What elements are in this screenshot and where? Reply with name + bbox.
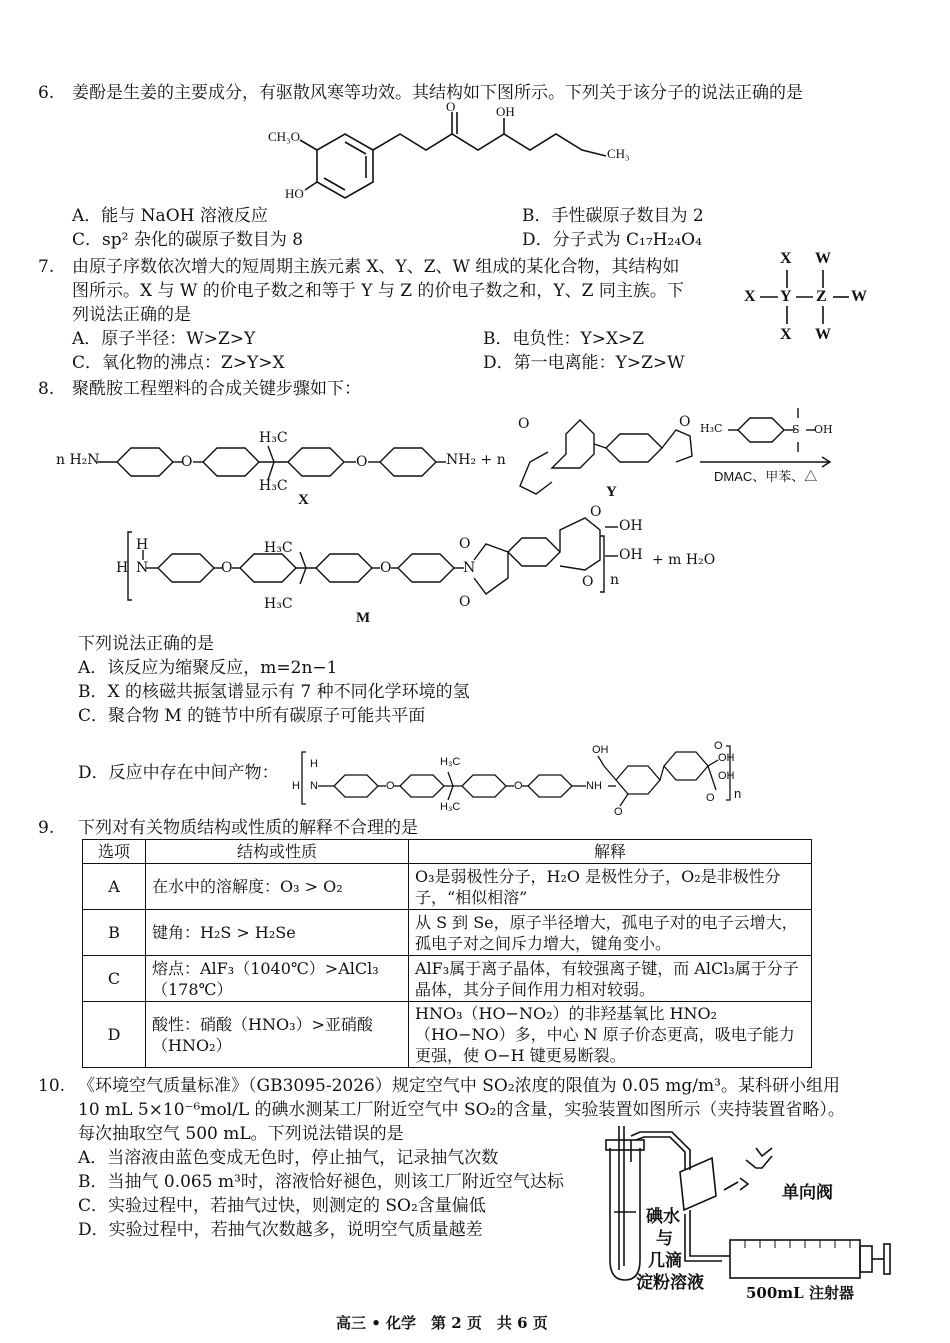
q8-y-o1: O bbox=[518, 416, 530, 432]
q8-d-o-lower: O bbox=[706, 792, 715, 804]
q8-m-ether-o2: O bbox=[380, 560, 392, 576]
q7-option-d: D．第一电离能：Y>Z>W bbox=[483, 353, 685, 373]
q10-iodine-label-1: 碘水 bbox=[646, 1207, 680, 1227]
q8-option-a: A．该反应为缩聚反应，m=2n−1 bbox=[78, 658, 338, 678]
q8-x-left-amine: n H₂N bbox=[56, 452, 100, 468]
q8-m-n-amine: N bbox=[136, 560, 149, 576]
q8-x-right-amine: NH₂ + n bbox=[446, 452, 506, 468]
q8-d-n-amine: N bbox=[310, 780, 318, 792]
q9-row-b-explanation: 从 S 到 Se，原子半径增大，孤电子对的电子云增大，孤电子对之间斥力增大，键角变小。 bbox=[409, 910, 812, 956]
q8-m-h-left: H bbox=[116, 560, 129, 576]
q10-iodine-label-3: 几滴 bbox=[648, 1251, 682, 1271]
q7-number: 7. bbox=[38, 257, 55, 277]
q7-atom-z: Z bbox=[816, 288, 827, 305]
q8-x-h3c-bottom: H₃C bbox=[259, 478, 288, 494]
q8-option-d: D．反应中存在中间产物： bbox=[78, 763, 279, 783]
q10-option-d: D．实验过程中，若抽气次数越多，说明空气质量越差 bbox=[78, 1220, 483, 1240]
q8-d-oh-lower: OH bbox=[718, 770, 735, 782]
q6-oh-label: OH bbox=[496, 104, 515, 119]
q9-row-d-property: 酸性：硝酸（HNO₃）>亚硝酸（HNO₂） bbox=[146, 1002, 409, 1068]
q6-ch3o-label: CH₃O bbox=[268, 129, 300, 144]
q7-atom-x-left: X bbox=[744, 288, 756, 305]
q6-ch3-label: CH₃ bbox=[607, 146, 630, 161]
q8-d-subscript-n: n bbox=[734, 786, 742, 801]
q10-option-c: C．实验过程中，若抽气过快，则测定的 SO₂含量偏低 bbox=[78, 1196, 486, 1216]
q8-d-ether-o1: O bbox=[386, 780, 395, 792]
q9-row-a-property: 在水中的溶解度：O₃ > O₂ bbox=[146, 864, 409, 910]
q8-m-ether-o1: O bbox=[221, 560, 233, 576]
q8-number: 8. bbox=[38, 379, 55, 399]
q6-number: 6. bbox=[38, 83, 55, 103]
q6-option-d: D．分子式为 C₁₇H₂₄O₄ bbox=[522, 230, 702, 250]
q8-d-oh-left: OH bbox=[592, 744, 609, 756]
q9-header-option: 选项 bbox=[83, 840, 146, 864]
q10-stem-line2: 10 mL 5×10⁻⁶mol/L 的碘水测某工厂附近空气中 SO₂的含量，实验装置如图所示（夹持装置省略）。 bbox=[78, 1100, 845, 1120]
q8-option-b: B．X 的核磁共振氢谱显示有 7 种不同化学环境的氢 bbox=[78, 682, 470, 702]
q8-d-h3c-bottom: H₃C bbox=[440, 801, 461, 813]
q10-iodine-label-2: 与 bbox=[656, 1229, 673, 1249]
q8-stem: 聚酰胺工程塑料的合成关键步骤如下： bbox=[72, 379, 361, 399]
q7-option-a: A．原子半径：W>Z>Y bbox=[72, 329, 256, 349]
q8-label-x: X bbox=[298, 492, 309, 508]
q7-option-c: C．氧化物的沸点：Z>Y>X bbox=[72, 353, 285, 373]
q9-stem: 下列对有关物质结构或性质的解释不合理的是 bbox=[78, 818, 418, 838]
q8-m-imide-o-bottom: O bbox=[459, 594, 471, 610]
q8-conditions: DMAC、甲苯、△ bbox=[714, 469, 818, 484]
q9-number: 9. bbox=[38, 818, 55, 838]
q8-catalyst-oh: OH bbox=[814, 423, 833, 436]
q8-m-h3c-bottom: H₃C bbox=[264, 596, 293, 612]
q10-stem-line3: 每次抽取空气 500 mL。下列说法错误的是 bbox=[78, 1124, 404, 1144]
q6-ketone-o-label: O bbox=[446, 99, 456, 114]
q7-option-b: B．电负性：Y>X>Z bbox=[483, 329, 645, 349]
q10-option-a: A．当溶液由蓝色变成无色时，停止抽气，记录抽气次数 bbox=[78, 1148, 499, 1168]
q8-d-ether-o2: O bbox=[514, 780, 523, 792]
q8-option-c: C．聚合物 M 的链节中所有碳原子可能共平面 bbox=[78, 706, 426, 726]
q9-row-a-option: A bbox=[83, 864, 146, 910]
q9-header-property: 结构或性质 bbox=[146, 840, 409, 864]
q9-row-a-explanation: O₃是弱极性分子，H₂O 是极性分子，O₂是非极性分子，“相似相溶” bbox=[409, 864, 812, 910]
q8-m-n-imide: N bbox=[463, 560, 476, 576]
q8-d-o-bottom: O bbox=[614, 806, 623, 818]
q9-row-d-explanation: HNO₃（HO−NO₂）的非羟基氧比 HNO₂（HO−NO）多，中心 N 原子价态更高，吸电子能力更强，使 O−H 键更易断裂。 bbox=[409, 1002, 812, 1068]
q8-prompt: 下列说法正确的是 bbox=[78, 634, 214, 654]
page-footer: 高三 • 化学 第 2 页 共 6 页 bbox=[336, 1314, 548, 1332]
q9-row-b-property: 键角：H₂S > H₂Se bbox=[146, 910, 409, 956]
q8-x-h3c-top: H₃C bbox=[259, 430, 288, 446]
q8-d-amide-nh: NH bbox=[586, 780, 602, 792]
q7-atom-y: Y bbox=[780, 288, 792, 305]
q7-stem-line3: 列说法正确的是 bbox=[72, 305, 191, 325]
q8-label-y: Y bbox=[606, 484, 617, 500]
q8-x-ether-o2: O bbox=[356, 454, 368, 470]
q10-syringe-label: 500mL 注射器 bbox=[746, 1284, 854, 1302]
q7-atom-w-bottom: W bbox=[815, 326, 831, 343]
q8-d-o-right: O bbox=[714, 740, 723, 752]
q8-m-h3c-top: H₃C bbox=[264, 540, 293, 556]
q7-stem-line2: 图所示。X 与 W 的价电子数之和等于 Y 与 Z 的价电子数之和，Y、Z 同主族。下 bbox=[72, 281, 684, 301]
q9-row-c-explanation: AlF₃属于离子晶体，有较强离子键，而 AlCl₃属于分子晶体，其分子间作用力相对较弱。 bbox=[409, 956, 812, 1002]
q10-iodine-label-4: 淀粉溶液 bbox=[636, 1273, 704, 1293]
q10-option-b: B．当抽气 0.065 m³时，溶液恰好褪色，则该工厂附近空气达标 bbox=[78, 1172, 564, 1192]
q8-d-oh-upper: OH bbox=[718, 752, 735, 764]
q10-stem-line1: 《环境空气质量标准》（GB3095-2026）规定空气中 SO₂浓度的限值为 0.05 mg/m³。某科研小组用 bbox=[78, 1076, 840, 1096]
q7-atom-x-bottom: X bbox=[780, 326, 792, 343]
q9-row-d-option: D bbox=[83, 1002, 146, 1068]
q7-atom-w-top: W bbox=[815, 250, 831, 267]
q8-d-h-top: H bbox=[310, 758, 318, 770]
q9-row-c-option: C bbox=[83, 956, 146, 1002]
q8-m-o-upper: O bbox=[590, 504, 602, 520]
q8-y-o2: O bbox=[679, 414, 691, 430]
q8-x-ether-o1: O bbox=[181, 454, 193, 470]
q9-header-explanation: 解释 bbox=[409, 840, 812, 864]
q10-valve-label: 单向阀 bbox=[782, 1183, 833, 1203]
q8-m-h-top: H bbox=[136, 537, 149, 553]
q8-catalyst-s: S bbox=[792, 423, 800, 436]
q6-option-b: B．手性碳原子数目为 2 bbox=[522, 206, 704, 226]
q6-ho-label: HO bbox=[285, 186, 304, 201]
q8-catalyst-h3c: H₃C bbox=[700, 422, 723, 435]
q6-option-c: C．sp² 杂化的碳原子数目为 8 bbox=[72, 230, 304, 250]
q8-m-subscript-n: n bbox=[610, 572, 620, 588]
q7-stem-line1: 由原子序数依次增大的短周期主族元素 X、Y、Z、W 组成的某化合物，其结构如 bbox=[72, 257, 680, 277]
q7-atom-x-top: X bbox=[780, 250, 792, 267]
q9-row-b-option: B bbox=[83, 910, 146, 956]
q8-label-m: M bbox=[356, 610, 371, 626]
q6-stem: 姜酚是生姜的主要成分，有驱散风寒等功效。其结构如下图所示。下列关于该分子的说法正确的是 bbox=[72, 83, 803, 103]
q8-m-oh-lower: OH bbox=[619, 547, 643, 563]
q8-d-h3c-top: H₃C bbox=[440, 756, 461, 768]
q9-row-c-property: 熔点：AlF₃（1040℃）>AlCl₃（178℃） bbox=[146, 956, 409, 1002]
q6-option-a: A．能与 NaOH 溶液反应 bbox=[72, 206, 268, 226]
q8-m-o-lower: O bbox=[582, 574, 594, 590]
q8-m-oh-upper: OH bbox=[619, 518, 643, 534]
q8-d-h-left: H bbox=[292, 780, 300, 792]
q10-number: 10. bbox=[38, 1076, 66, 1096]
q7-atom-w-right: W bbox=[851, 288, 867, 305]
q8-m-imide-o-top: O bbox=[459, 536, 471, 552]
q8-byproduct-water: + m H₂O bbox=[652, 552, 716, 568]
